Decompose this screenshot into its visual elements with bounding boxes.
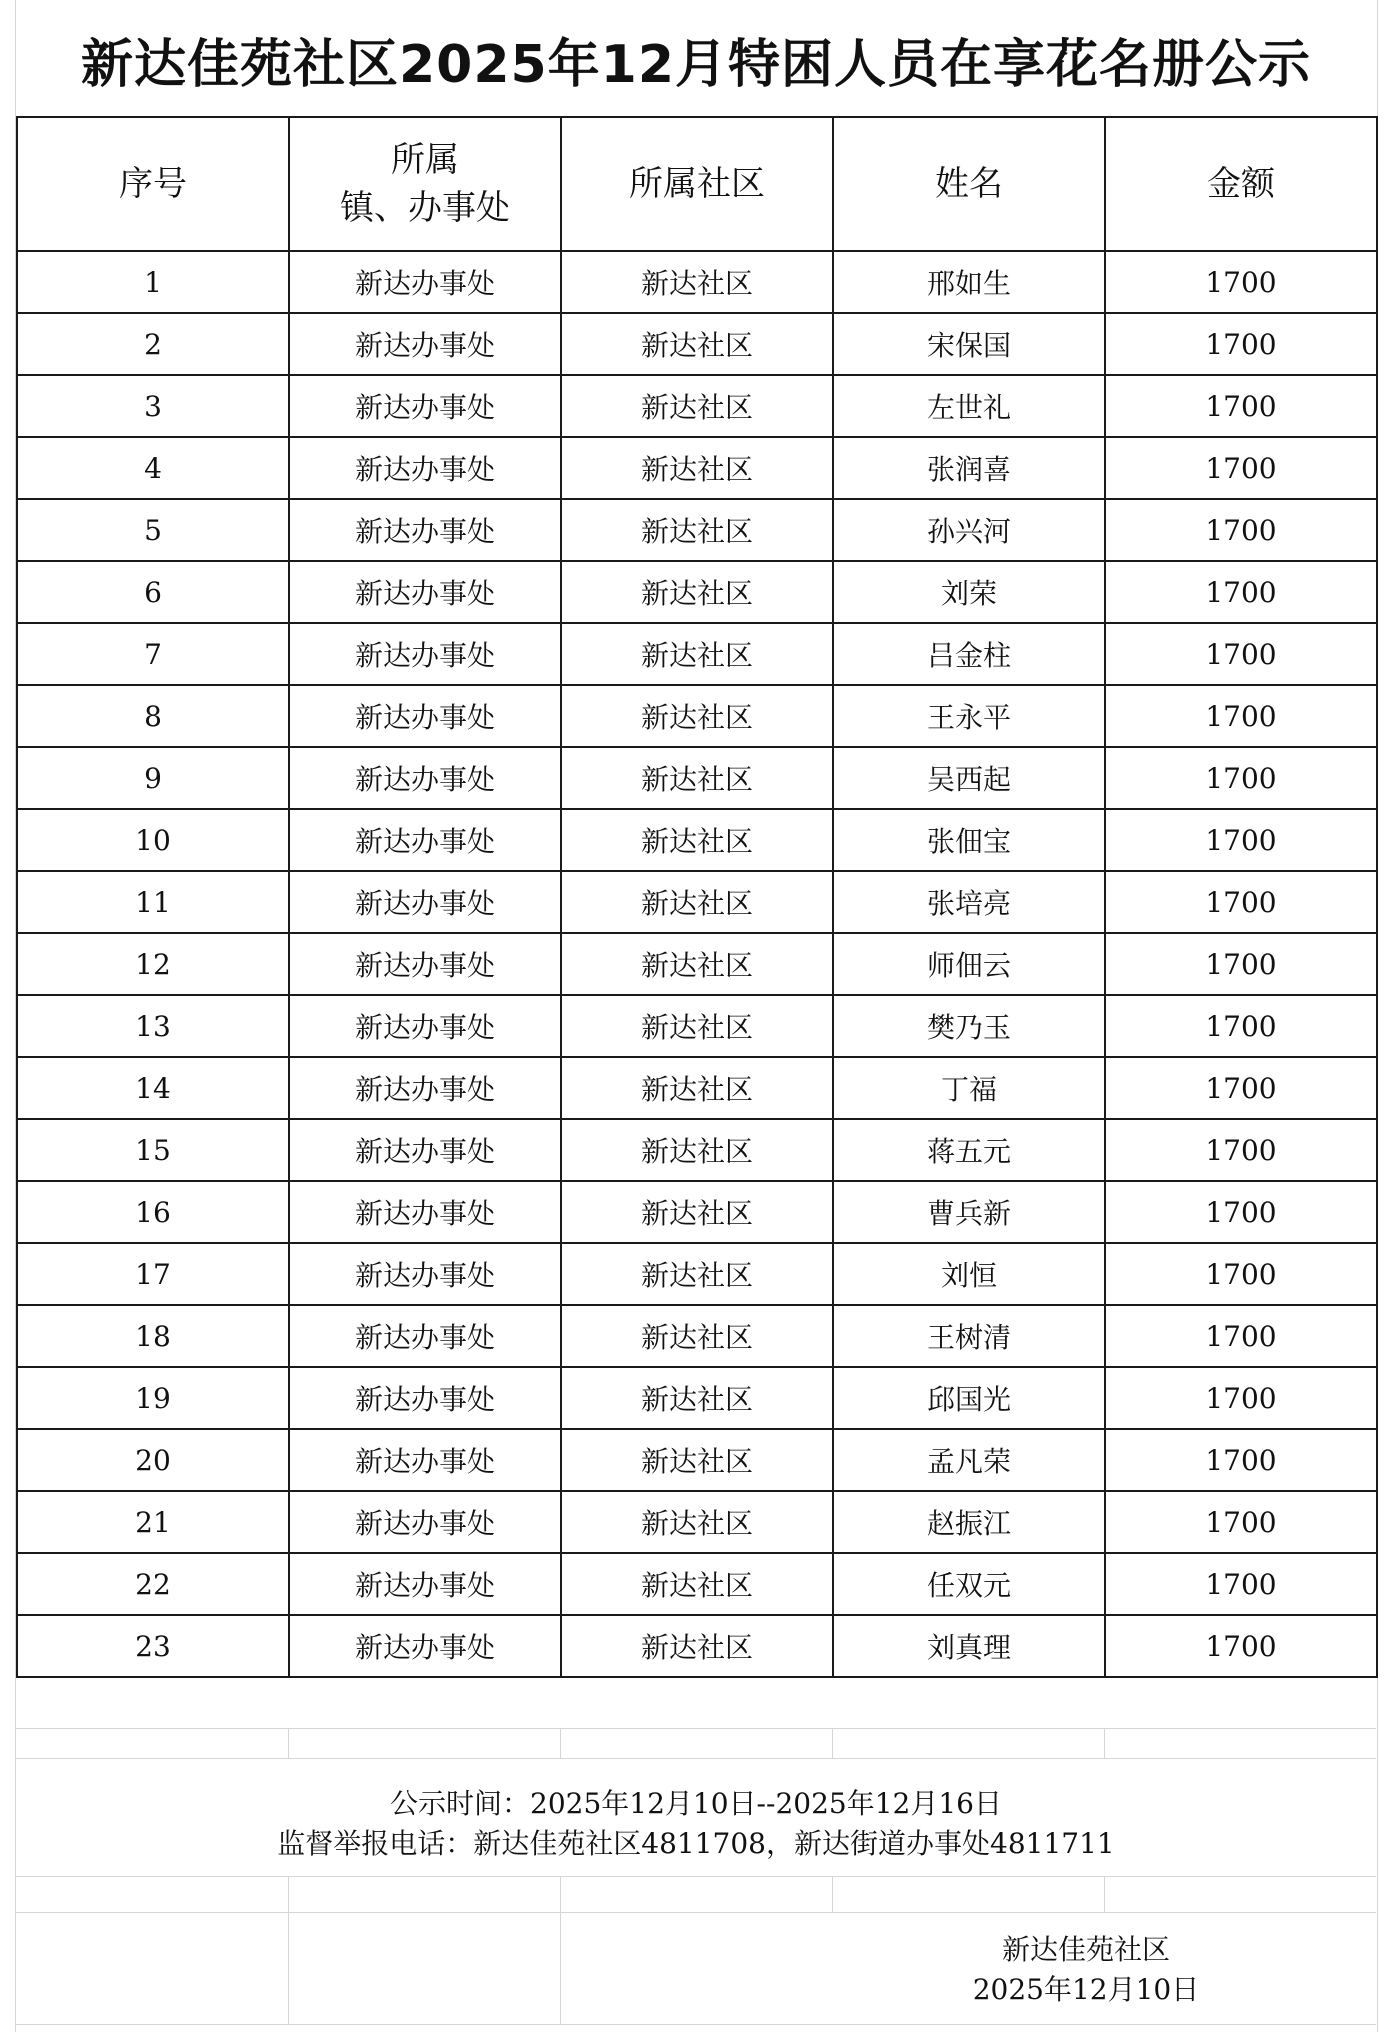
cell-seq: 3 xyxy=(17,375,289,437)
cell-amount: 1700 xyxy=(1105,1429,1377,1491)
cell-name: 赵振江 xyxy=(833,1491,1105,1553)
cell-amount: 1700 xyxy=(1105,1243,1377,1305)
cell-seq: 16 xyxy=(17,1181,289,1243)
table-row xyxy=(17,499,1377,561)
table-row xyxy=(17,375,1377,437)
cell-town: 新达办事处 xyxy=(289,1367,561,1429)
cell-name: 师佃云 xyxy=(833,933,1105,995)
cell-amount: 1700 xyxy=(1105,871,1377,933)
table-row xyxy=(17,995,1377,1057)
cell-name: 吕金柱 xyxy=(833,623,1105,685)
cell-community: 新达社区 xyxy=(561,1367,833,1429)
cell-town: 新达办事处 xyxy=(289,499,561,561)
cell-town: 新达办事处 xyxy=(289,561,561,623)
cell-name: 丁福 xyxy=(833,1057,1105,1119)
cell-town: 新达办事处 xyxy=(289,1243,561,1305)
table-row xyxy=(17,1615,1377,1677)
cell-town: 新达办事处 xyxy=(289,1181,561,1243)
cell-seq: 22 xyxy=(17,1553,289,1615)
gridline xyxy=(1104,1728,1105,1758)
table-row xyxy=(17,623,1377,685)
cell-community: 新达社区 xyxy=(561,747,833,809)
cell-town: 新达办事处 xyxy=(289,747,561,809)
gridline xyxy=(16,2024,1376,2025)
cell-town: 新达办事处 xyxy=(289,623,561,685)
cell-amount: 1700 xyxy=(1105,1305,1377,1367)
table-row xyxy=(17,1243,1377,1305)
header-town xyxy=(289,117,561,251)
cell-community: 新达社区 xyxy=(561,1491,833,1553)
cell-amount: 1700 xyxy=(1105,1491,1377,1553)
cell-name: 孟凡荣 xyxy=(833,1429,1105,1491)
cell-amount: 1700 xyxy=(1105,995,1377,1057)
cell-town: 新达办事处 xyxy=(289,1057,561,1119)
cell-seq: 23 xyxy=(17,1615,289,1677)
cell-town: 新达办事处 xyxy=(289,933,561,995)
cell-name: 任双元 xyxy=(833,1553,1105,1615)
cell-name: 王永平 xyxy=(833,685,1105,747)
table-header-row xyxy=(17,117,1377,251)
cell-name: 樊乃玉 xyxy=(833,995,1105,1057)
table-row xyxy=(17,251,1377,313)
cell-seq: 6 xyxy=(17,561,289,623)
notice-block xyxy=(16,1784,1376,1864)
cell-seq: 11 xyxy=(17,871,289,933)
cell-seq: 13 xyxy=(17,995,289,1057)
cell-amount: 1700 xyxy=(1105,437,1377,499)
cell-community: 新达社区 xyxy=(561,809,833,871)
header-town-line1: 所属 xyxy=(391,140,459,180)
cell-town: 新达办事处 xyxy=(289,251,561,313)
cell-community: 新达社区 xyxy=(561,1553,833,1615)
cell-name: 邱国光 xyxy=(833,1367,1105,1429)
cell-town: 新达办事处 xyxy=(289,1429,561,1491)
table-row xyxy=(17,809,1377,871)
cell-seq: 20 xyxy=(17,1429,289,1491)
table-row xyxy=(17,1491,1377,1553)
gridline xyxy=(1104,1876,1105,1912)
cell-amount: 1700 xyxy=(1105,809,1377,871)
gridline xyxy=(832,1728,833,1758)
gridline xyxy=(832,1876,833,1912)
cell-town: 新达办事处 xyxy=(289,685,561,747)
table-row xyxy=(17,1367,1377,1429)
cell-amount: 1700 xyxy=(1105,1057,1377,1119)
table-row xyxy=(17,871,1377,933)
cell-name: 刘恒 xyxy=(833,1243,1105,1305)
table-row xyxy=(17,1057,1377,1119)
gridline xyxy=(560,1728,561,1758)
cell-seq: 5 xyxy=(17,499,289,561)
gridline xyxy=(560,1876,561,2024)
cell-amount: 1700 xyxy=(1105,1553,1377,1615)
cell-amount: 1700 xyxy=(1105,933,1377,995)
table-row xyxy=(17,685,1377,747)
gridline xyxy=(16,1912,1376,1913)
table-row xyxy=(17,747,1377,809)
cell-amount: 1700 xyxy=(1105,685,1377,747)
cell-name: 王树清 xyxy=(833,1305,1105,1367)
gridline xyxy=(288,1728,289,1758)
cell-amount: 1700 xyxy=(1105,313,1377,375)
cell-town: 新达办事处 xyxy=(289,437,561,499)
cell-seq: 8 xyxy=(17,685,289,747)
table-row xyxy=(17,1305,1377,1367)
cell-community: 新达社区 xyxy=(561,933,833,995)
cell-community: 新达社区 xyxy=(561,1119,833,1181)
cell-town: 新达办事处 xyxy=(289,313,561,375)
cell-amount: 1700 xyxy=(1105,1119,1377,1181)
cell-community: 新达社区 xyxy=(561,313,833,375)
cell-seq: 18 xyxy=(17,1305,289,1367)
cell-community: 新达社区 xyxy=(561,499,833,561)
cell-community: 新达社区 xyxy=(561,1057,833,1119)
cell-community: 新达社区 xyxy=(561,623,833,685)
cell-community: 新达社区 xyxy=(561,1181,833,1243)
cell-name: 吴西起 xyxy=(833,747,1105,809)
cell-seq: 4 xyxy=(17,437,289,499)
cell-amount: 1700 xyxy=(1105,561,1377,623)
cell-community: 新达社区 xyxy=(561,1243,833,1305)
cell-seq: 9 xyxy=(17,747,289,809)
notice-period: 公示时间：2025年12月10日--2025年12月16日 xyxy=(390,1787,1002,1820)
header-name: 姓名 xyxy=(833,117,1105,251)
cell-seq: 7 xyxy=(17,623,289,685)
table-row xyxy=(17,1181,1377,1243)
cell-town: 新达办事处 xyxy=(289,809,561,871)
table-row xyxy=(17,1553,1377,1615)
cell-town: 新达办事处 xyxy=(289,375,561,437)
cell-amount: 1700 xyxy=(1105,1367,1377,1429)
cell-amount: 1700 xyxy=(1105,251,1377,313)
table-row xyxy=(17,561,1377,623)
gridline xyxy=(16,1728,1376,1729)
cell-community: 新达社区 xyxy=(561,561,833,623)
cell-amount: 1700 xyxy=(1105,375,1377,437)
signature-org: 新达佳苑社区 xyxy=(1001,1933,1170,1966)
cell-community: 新达社区 xyxy=(561,1615,833,1677)
cell-name: 刘荣 xyxy=(833,561,1105,623)
cell-seq: 14 xyxy=(17,1057,289,1119)
cell-community: 新达社区 xyxy=(561,685,833,747)
table-row xyxy=(17,1429,1377,1491)
header-amount: 金额 xyxy=(1105,117,1377,251)
cell-name: 张培亮 xyxy=(833,871,1105,933)
cell-name: 张润喜 xyxy=(833,437,1105,499)
cell-town: 新达办事处 xyxy=(289,871,561,933)
cell-community: 新达社区 xyxy=(561,1305,833,1367)
cell-amount: 1700 xyxy=(1105,623,1377,685)
cell-seq: 10 xyxy=(17,809,289,871)
cell-seq: 21 xyxy=(17,1491,289,1553)
cell-seq: 15 xyxy=(17,1119,289,1181)
table-row xyxy=(17,1119,1377,1181)
cell-amount: 1700 xyxy=(1105,1615,1377,1677)
cell-community: 新达社区 xyxy=(561,251,833,313)
cell-seq: 17 xyxy=(17,1243,289,1305)
cell-name: 张佃宝 xyxy=(833,809,1105,871)
cell-town: 新达办事处 xyxy=(289,1615,561,1677)
cell-seq: 1 xyxy=(17,251,289,313)
gridline xyxy=(16,1876,1376,1877)
signature-date: 2025年12月10日 xyxy=(972,1973,1200,2006)
notice-hotline: 监督举报电话：新达佳苑社区4811708，新达街道办事处4811711 xyxy=(277,1827,1115,1860)
cell-amount: 1700 xyxy=(1105,1181,1377,1243)
gridline xyxy=(16,1758,1376,1759)
cell-town: 新达办事处 xyxy=(289,1553,561,1615)
cell-town: 新达办事处 xyxy=(289,995,561,1057)
cell-seq: 2 xyxy=(17,313,289,375)
signature-block xyxy=(936,1930,1236,2010)
table-body xyxy=(17,251,1377,1677)
cell-name: 刘真理 xyxy=(833,1615,1105,1677)
cell-name: 邢如生 xyxy=(833,251,1105,313)
cell-community: 新达社区 xyxy=(561,995,833,1057)
table-row xyxy=(17,437,1377,499)
cell-name: 孙兴河 xyxy=(833,499,1105,561)
cell-amount: 1700 xyxy=(1105,747,1377,809)
cell-name: 左世礼 xyxy=(833,375,1105,437)
header-community: 所属社区 xyxy=(561,117,833,251)
header-seq: 序号 xyxy=(17,117,289,251)
cell-community: 新达社区 xyxy=(561,871,833,933)
table-row xyxy=(17,933,1377,995)
cell-name: 蒋五元 xyxy=(833,1119,1105,1181)
cell-name: 宋保国 xyxy=(833,313,1105,375)
cell-town: 新达办事处 xyxy=(289,1305,561,1367)
cell-name: 曹兵新 xyxy=(833,1181,1105,1243)
gridline xyxy=(288,1876,289,2024)
cell-seq: 19 xyxy=(17,1367,289,1429)
footer-area xyxy=(16,1728,1376,2032)
cell-seq: 12 xyxy=(17,933,289,995)
header-town-line2: 镇、办事处 xyxy=(340,188,510,228)
cell-town: 新达办事处 xyxy=(289,1491,561,1553)
cell-community: 新达社区 xyxy=(561,1429,833,1491)
cell-amount: 1700 xyxy=(1105,499,1377,561)
table-row xyxy=(17,313,1377,375)
cell-town: 新达办事处 xyxy=(289,1119,561,1181)
cell-community: 新达社区 xyxy=(561,437,833,499)
cell-community: 新达社区 xyxy=(561,375,833,437)
page-title: 新达佳苑社区2025年12月特困人员在享花名册公示 xyxy=(80,35,1312,95)
roster-table xyxy=(16,116,1378,1678)
